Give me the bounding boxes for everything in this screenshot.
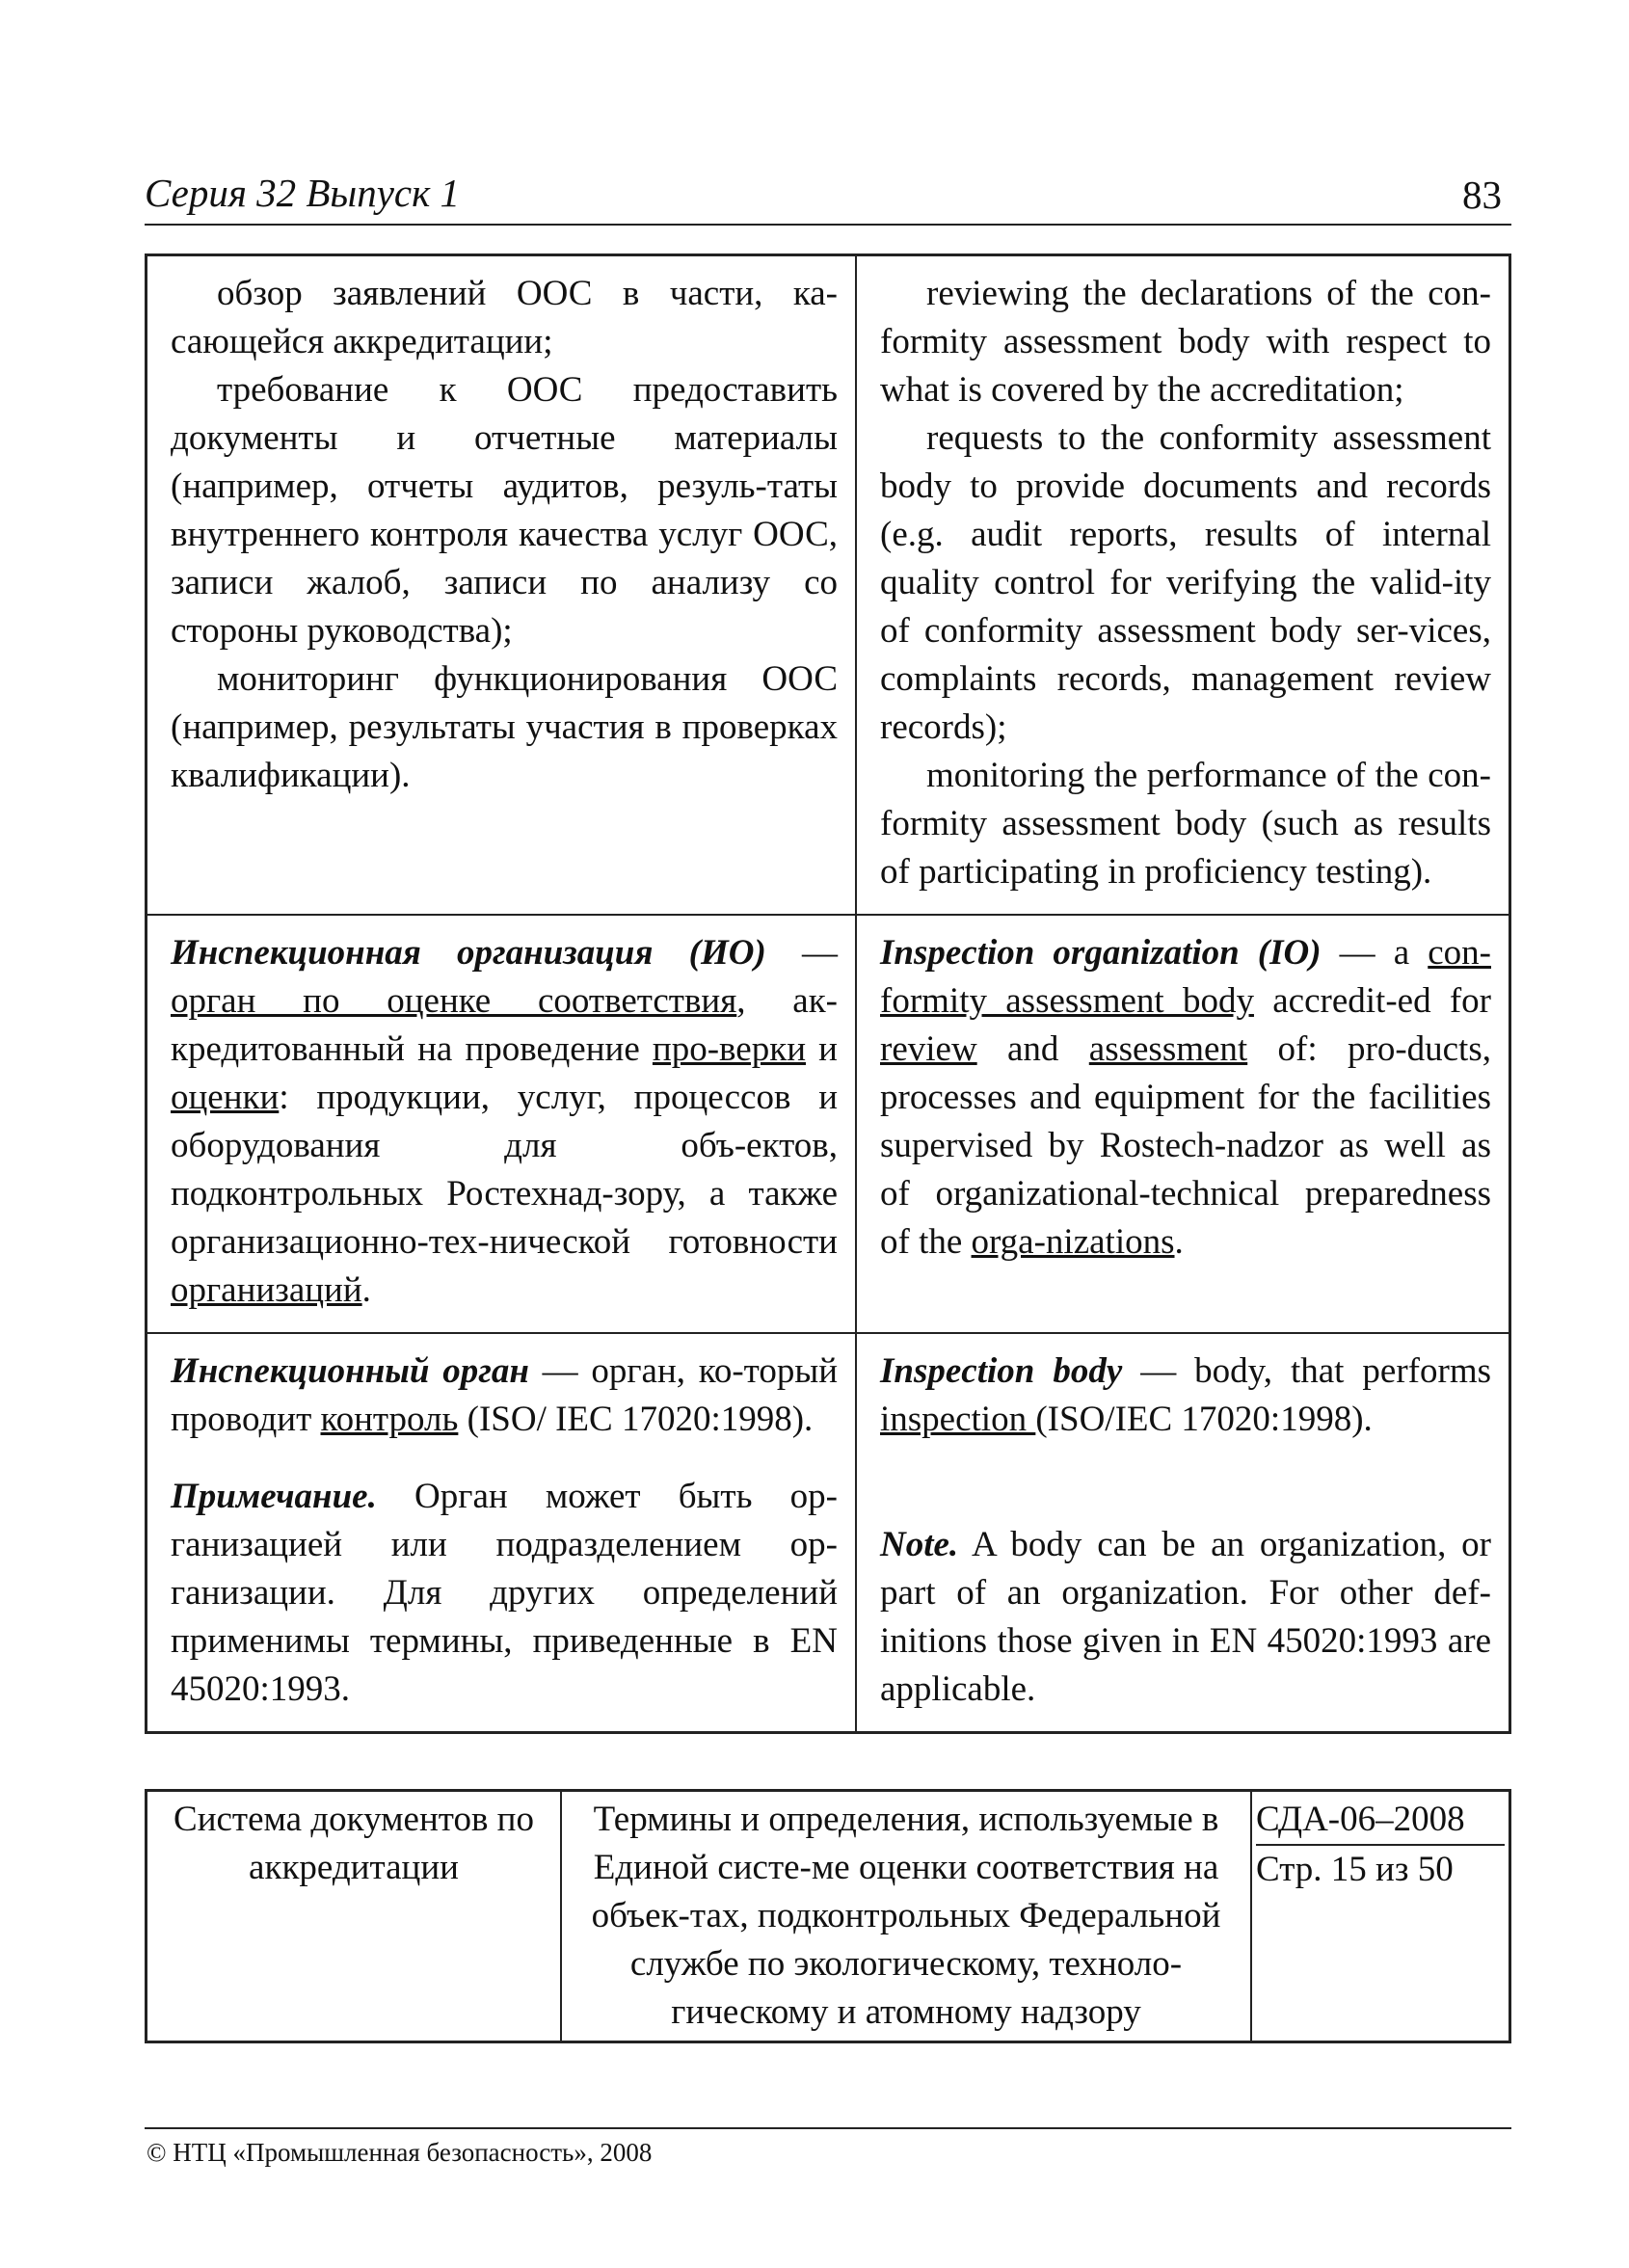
en-paragraph: requests to the conformity assessment body to provide documents and records (e.g. audit reports, results of internal quality control for verifying the valid-ity of conformity assessment body ser-vices, complaints records, management review records); [880, 418, 1491, 747]
term-link[interactable]: орган по оценке соответствия [171, 981, 737, 1021]
document-footer-table [145, 1789, 1511, 2043]
term-link[interactable]: orga-nizations [971, 1222, 1175, 1262]
en-cell [856, 915, 1510, 1333]
note-label: Note. [880, 1525, 959, 1564]
table-row [147, 915, 1510, 1333]
text: accredit-ed for [1253, 981, 1491, 1021]
text: and [976, 1029, 1089, 1069]
term-link[interactable]: организаций [171, 1270, 362, 1310]
text: , ак-кредитованный на проведение [171, 981, 838, 1069]
page-header [145, 166, 1511, 226]
term-link[interactable]: assessment [1088, 1029, 1248, 1069]
text: (ISO/IEC 17020:1998). [1035, 1400, 1373, 1439]
text: (ISO/ IEC 17020:1998). [458, 1400, 814, 1439]
text: . [1174, 1222, 1184, 1262]
ru-definition [171, 1347, 838, 1444]
ru-note [171, 1473, 838, 1714]
table-row [147, 1333, 1510, 1733]
en-definition [880, 1347, 1491, 1444]
term-link[interactable]: контроль [320, 1400, 459, 1439]
ru-paragraph: обзор заявлений ООС в части, ка-сающейся аккредитации; [171, 274, 838, 361]
term-link[interactable]: про-верки [652, 1029, 806, 1069]
document-page: Стр. 15 из 50 [1256, 1850, 1454, 1889]
document-code-cell [1251, 1791, 1510, 2042]
document-system: Система документов по аккредитации [147, 1791, 562, 2042]
en-paragraph: monitoring the performance of the con-formity assessment body (such as results of participating in proficiency testing). [880, 756, 1491, 892]
term-title: Inspection body [880, 1351, 1123, 1391]
series-label: Серия 32 Выпуск 1 [145, 171, 461, 215]
note-label: Примечание. [171, 1477, 377, 1516]
divider [145, 2127, 1511, 2129]
text: Орган может быть ор-ганизацией или подразделением ор-ганизации. Для других определений применимы термины, приведенные в EN 45020:1993. [171, 1477, 838, 1709]
table-row [147, 255, 1510, 916]
term-title: Инспекционная организация (ИО) [171, 933, 766, 973]
term-title: Инспекционный орган [171, 1351, 529, 1391]
terms-table [145, 253, 1511, 1734]
term-link[interactable]: review [880, 1029, 977, 1069]
text: — орган, ко-торый проводит [171, 1351, 838, 1439]
term-link[interactable]: inspection [880, 1400, 1036, 1439]
term-link[interactable]: con-formity assessment body [880, 933, 1491, 1021]
en-note [880, 1521, 1491, 1714]
text: . [361, 1270, 371, 1310]
ru-definition [171, 929, 838, 1315]
en-cell [856, 255, 1510, 916]
ru-cell [147, 915, 857, 1333]
table-row [147, 1791, 1510, 2042]
text: — [765, 933, 839, 973]
text: — a [1321, 933, 1429, 973]
en-paragraph: reviewing the declarations of the con-formity assessment body with respect to what is covered by the accreditation; [880, 274, 1491, 410]
page-number: 83 [1462, 173, 1502, 217]
copyright: © НТЦ «Промышленная безопасность», 2008 [147, 2138, 653, 2167]
text: — body, that performs [1122, 1351, 1491, 1391]
en-cell [856, 1333, 1510, 1733]
text: A body can be an organization, or part of an organization. For other def-initions those given in EN 45020:1993 are applicable. [880, 1525, 1491, 1709]
term-link[interactable]: оценки [171, 1078, 280, 1117]
text: of: pro-ducts, processes and equipment for the facilities supervised by Rostech-nadzor as well as of organizational-technical preparedness of the [880, 1029, 1491, 1262]
ru-cell [147, 1333, 857, 1733]
ru-paragraph: требование к ООС предоставить документы и отчетные материалы (например, отчеты аудитов, резуль-таты внутреннего контроля качества услуг ООС, записи жалоб, записи по анализу со стороны руководства); [171, 370, 838, 651]
text: : продукции, услуг, процессов и оборудования для объ-ектов, подконтрольных Ростехнад-зору, а также организационно-тех-нической готовности [171, 1078, 838, 1262]
ru-paragraph: мониторинг функционирования ООС (например, результаты участия в проверках квалификации). [171, 659, 838, 795]
text: и [806, 1029, 838, 1069]
document-title: Термины и определения, используемые в Единой систе-ме оценки соответствия на объек-тах, подконтрольных Федеральной службе по экологическому, техноло-гическому и атомному надзору [561, 1791, 1251, 2042]
en-definition [880, 929, 1491, 1267]
ru-cell [147, 255, 857, 916]
term-title: Inspection organization (IO) [880, 933, 1322, 973]
document-code: СДА-06–2008 [1256, 1796, 1505, 1846]
